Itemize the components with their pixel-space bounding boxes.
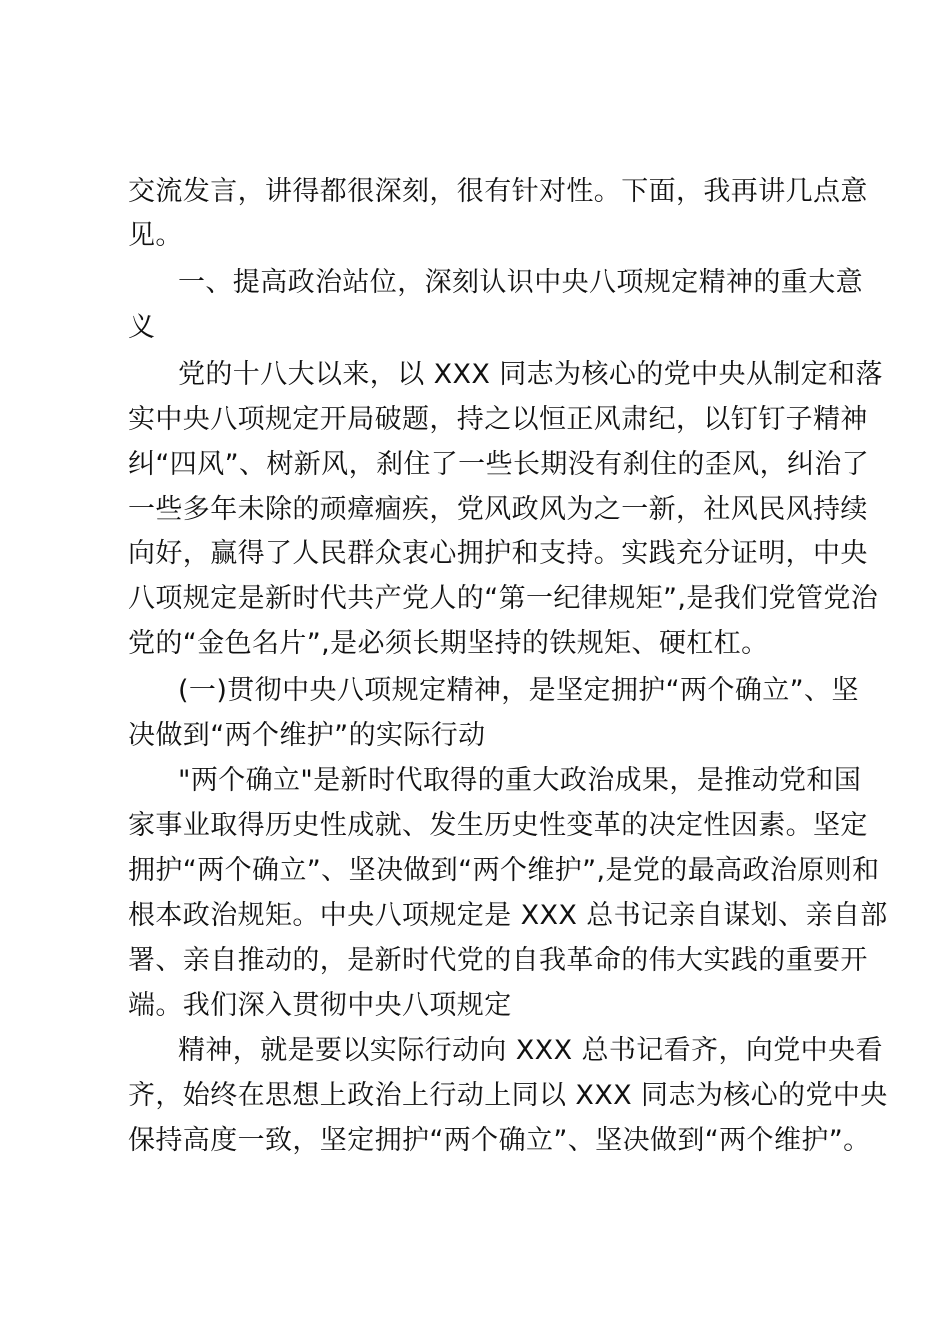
section-heading: 一、提高政治站位，深刻认识中央八项规定精神的重大意 bbox=[178, 267, 863, 298]
text-line: 端。我们深入贯彻中央八项规定 bbox=[128, 990, 512, 1021]
text-line: "两个确立"是新时代取得的重大政治成果，是推动党和国 bbox=[178, 765, 862, 796]
text-line: 保持高度一致，坚定拥护“两个确立”、坚决做到“两个维护”。 bbox=[128, 1125, 871, 1156]
subsection-heading-continued: 决做到“两个维护”的实际行动 bbox=[128, 720, 486, 751]
text-line: 家事业取得历史性成就、发生历史性变革的决定性因素。坚定 bbox=[128, 810, 868, 841]
text-line: 根本政治规矩。中央八项规定是 XXX 总书记亲自谋划、亲自部 bbox=[128, 900, 888, 931]
text-line: 见。 bbox=[128, 220, 183, 251]
text-line: 八项规定是新时代共产党人的“第一纪律规矩”,是我们党管党治 bbox=[128, 583, 879, 614]
text-line: 署、亲自推动的，是新时代党的自我革命的伟大实践的重要开 bbox=[128, 945, 868, 976]
text-line: 齐，始终在思想上政治上行动上同以 XXX 同志为核心的党中央 bbox=[128, 1080, 888, 1111]
text-line: 党的十八大以来，以 XXX 同志为核心的党中央从制定和落 bbox=[178, 359, 883, 390]
text-line: 拥护“两个确立”、坚决做到“两个维护”,是党的最高政治原则和 bbox=[128, 855, 880, 886]
subsection-heading: (一)贯彻中央八项规定精神，是坚定拥护“两个确立”、坚 bbox=[178, 675, 859, 706]
text-line: 实中央八项规定开局破题，持之以恒正风肃纪，以钉钉子精神 bbox=[128, 404, 868, 435]
text-line: 一些多年未除的顽瘴痼疾，党风政风为之一新，社风民风持续 bbox=[128, 494, 868, 525]
section-heading-continued: 义 bbox=[128, 312, 156, 343]
text-line: 交流发言，讲得都很深刻，很有针对性。下面，我再讲几点意 bbox=[128, 176, 868, 207]
text-line: 向好，赢得了人民群众衷心拥护和支持。实践充分证明，中央 bbox=[128, 538, 868, 569]
text-line: 党的“金色名片”,是必须长期坚持的铁规矩、硬杠杠。 bbox=[128, 628, 769, 659]
text-line: 精神，就是要以实际行动向 XXX 总书记看齐，向党中央看 bbox=[178, 1035, 883, 1066]
text-line: 纠“四风”、树新风，刹住了一些长期没有刹住的歪风，纠治了 bbox=[128, 449, 870, 480]
